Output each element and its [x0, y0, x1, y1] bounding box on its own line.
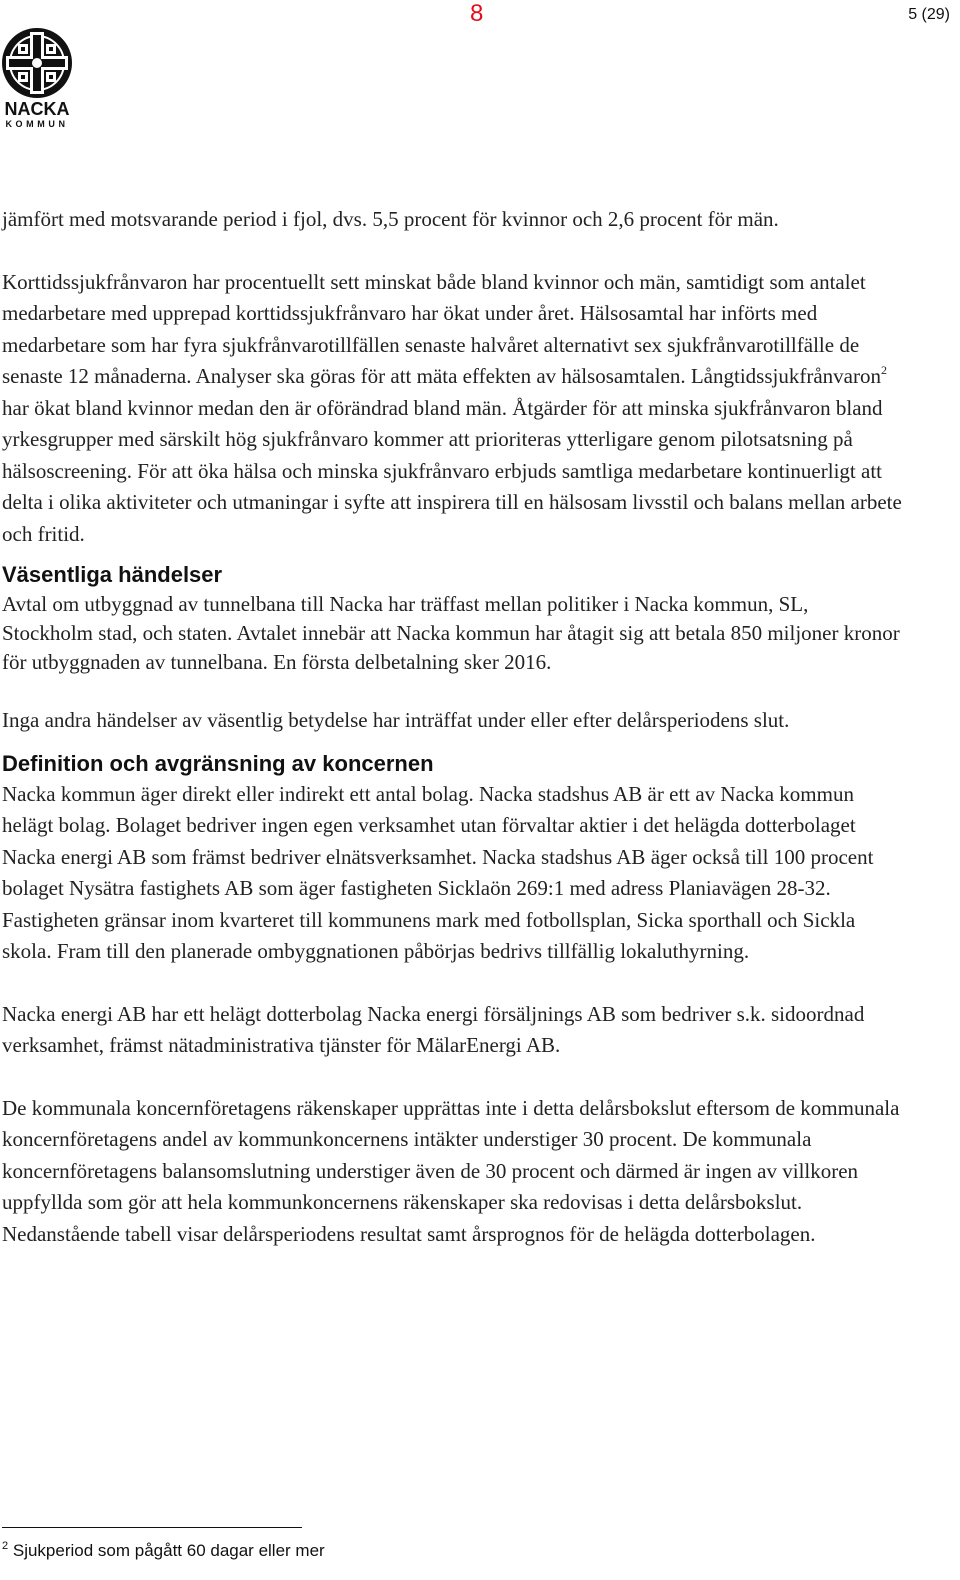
- footnote-text: Sjukperiod som pågått 60 dagar eller mer: [12, 1541, 325, 1560]
- document-body: [2, 204, 902, 1250]
- spacer: [2, 968, 902, 999]
- paragraph-text: har ökat bland kvinnor medan den är oförändrad bland män. Åtgärder för att minska sjukfrånvaron bland yrkesgrupper med särskilt hög sjukfrånvaro kommer att prioriteras ytterligare genom pilotsatsning på hälsoscreening. För att öka hälsa och minska sjukfrånvaro erbjuds samtliga medarbetare kontinuerligt att delta i olika aktiviteter och utmaningar i syfte att inspirera till en hälsosam livsstil och balans mellan arbete och fritid.: [2, 395, 902, 546]
- paragraph: [2, 267, 902, 551]
- logo-name: NACKA: [4, 99, 70, 119]
- footnote-marker: 2: [2, 1540, 9, 1552]
- section-heading: Definition och avgränsning av koncernen: [2, 750, 434, 776]
- spacer: [2, 677, 902, 705]
- footnote-divider: [2, 1527, 302, 1528]
- paragraph-text: Korttidssjukfrånvaron har procentuellt sett minskat både bland kvinnor och män, samtidigt som antalet medarbetare med upprepad korttidssjukfrånvaro har ökat under året. Hälsosamtal har införts med medarbetare som har fyra sjukfrånvarotillfällen senaste halvåret alternativt sex sjukfrånvarotillfälle de senaste 12 månaderna. Analyser ska göras för att mäta effekten av hälsosamtalen. Långtidssjukfrånvaron: [2, 269, 881, 388]
- spacer: [2, 236, 902, 267]
- nacka-logo: [0, 26, 74, 130]
- footnote: [2, 1540, 325, 1562]
- spacer: [2, 1062, 902, 1093]
- footnote-ref: 2: [880, 363, 887, 377]
- paragraph: Nacka kommun äger direkt eller indirekt ett antal bolag. Nacka stadshus AB är ett av Nacka kommun helägt bolag. Bolaget bedriver ingen egen verksamhet utan förvaltar aktier i det helägda dotterbolaget Nacka energi AB som främst bedriver elnätsverksamhet. Nacka stadshus AB äger också till 100 procent bolaget Nysätra fastighets AB som äger fastigheten Sicklaön 269:1 med adress Planiavägen 28-32. Fastigheten gränsar inom kvarteret till kommunens mark med fotbollsplan, Sicka sporthall och Sickla skola. Fram till den planerade ombyggnationen påbörjas bedrivs tillfällig lokaluthyrning.: [2, 781, 874, 963]
- paragraph: Inga andra händelser av väsentlig betydelse har inträffat under eller efter delårsperiodens slut.: [2, 708, 790, 732]
- logo-subtitle: KOMMUN: [5, 119, 69, 129]
- page-count: 5 (29): [908, 6, 950, 23]
- page-marker: 8: [470, 0, 484, 27]
- paragraph: Avtal om utbyggnad av tunnelbana till Nacka har träffast mellan politiker i Nacka kommun, SL, Stockholm stad, och staten. Avtalet innebär att Nacka kommun har åtagit sig att betala 850 miljoner kronor för utbyggnaden av tunnelbana. En första delbetalning sker 2016.: [2, 592, 900, 674]
- paragraph: jämfört med motsvarande period i fjol, dvs. 5,5 procent för kvinnor och 2,6 procent för män.: [2, 207, 779, 231]
- section-heading: Väsentliga händelser: [2, 562, 223, 587]
- paragraph: Nacka energi AB har ett helägt dotterbolag Nacka energi försäljnings AB som bedriver s.k. sidoordnad verksamhet, främst nätadministrativa tjänster för MälarEnergi AB.: [2, 1001, 865, 1057]
- paragraph: De kommunala koncernföretagens räkenskaper upprättas inte i detta delårsbokslut eftersom de kommunala koncernföretagens andel av kommunkoncernens intäkter understiger 30 procent. De kommunala koncernföretagens balansomslutning understiger även de 30 procent och därmed är ingen av villkoren uppfyllda som gör att hela kommunkoncernens räkenskaper ska redovisas i detta delårsbokslut. Nedanstående tabell visar delårsperiodens resultat samt årsprognos för de helägda dotterbolagen.: [2, 1095, 900, 1246]
- nacka-emblem-icon: [0, 26, 74, 100]
